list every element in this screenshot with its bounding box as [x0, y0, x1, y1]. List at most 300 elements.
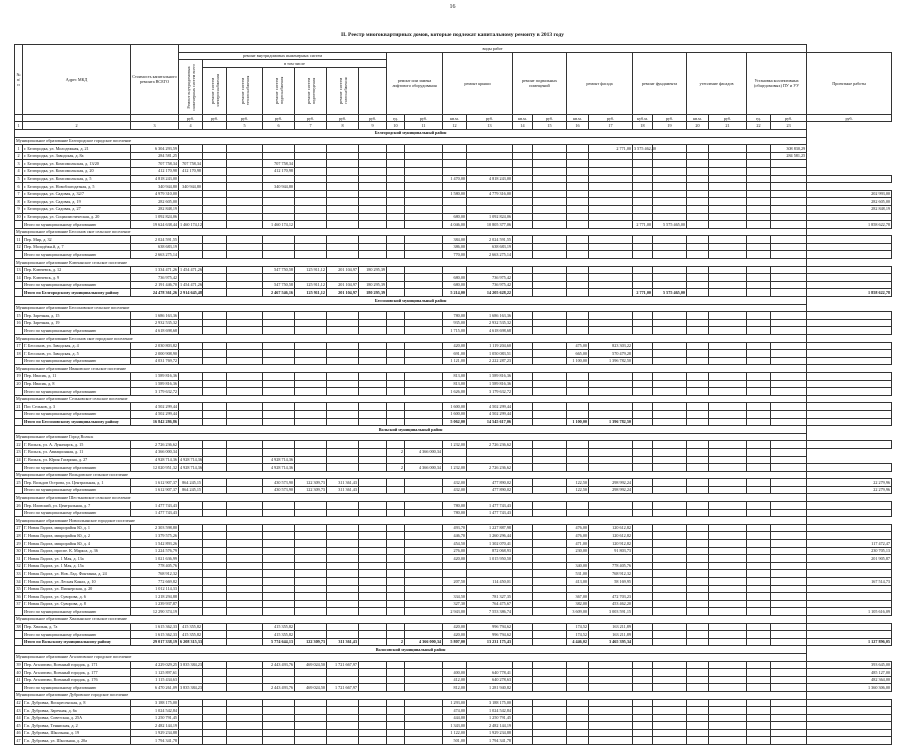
value-cell — [709, 175, 747, 183]
value-cell — [533, 699, 567, 707]
value-cell — [771, 631, 807, 639]
value-cell: 1 125 897,61 — [131, 669, 179, 677]
value-cell — [533, 266, 567, 274]
value-cell — [295, 274, 327, 282]
row-number — [15, 221, 23, 229]
value-cell — [533, 562, 567, 570]
value-cell — [203, 532, 227, 540]
value-cell — [633, 274, 653, 282]
value-cell — [227, 479, 263, 487]
value-cell — [227, 403, 263, 411]
municipality-row — [15, 433, 892, 441]
value-cell — [771, 221, 807, 229]
value-cell: 640 778,41 — [467, 669, 513, 677]
value-cell — [359, 167, 387, 175]
value-cell: 2 222 287,23 — [467, 357, 513, 365]
value-cell: 308 830,29 — [771, 145, 807, 153]
value-cell: 640 278,63 — [467, 676, 513, 684]
value-cell — [513, 585, 533, 593]
value-cell — [203, 578, 227, 586]
value-cell — [179, 737, 203, 745]
value-cell — [405, 205, 443, 213]
page-number: 16 — [449, 4, 456, 10]
value-cell — [359, 593, 387, 601]
value-cell — [653, 410, 687, 418]
value-cell — [203, 448, 227, 456]
value-cell — [567, 388, 589, 396]
value-cell: 3 179 632,72 — [467, 388, 513, 396]
value-cell — [203, 198, 227, 206]
value-cell — [653, 243, 687, 251]
value-cell: 3 188 175,00 — [131, 699, 179, 707]
value-cell — [467, 585, 513, 593]
value-cell — [203, 722, 227, 730]
row-number: 10 — [16, 214, 21, 219]
value-cell — [533, 684, 567, 692]
unit-cell: ед. — [387, 114, 405, 122]
value-cell — [633, 266, 653, 274]
address-cell: Пер. Вольдов Острова, ул. Центральная, д. 1 — [23, 479, 131, 487]
value-cell — [589, 190, 633, 198]
value-cell: 3 179 632,72 — [131, 388, 179, 396]
value-cell — [589, 213, 633, 221]
municipality-row — [15, 365, 892, 373]
address-cell: Итого по муниципальному образованию — [23, 251, 131, 259]
value-cell — [747, 342, 771, 350]
value-cell: 4 928 714,36 — [180, 457, 202, 462]
value-cell — [653, 274, 687, 282]
including-header: в том числе — [203, 60, 387, 68]
value-cell — [227, 243, 263, 251]
value-cell — [533, 676, 567, 684]
value-cell — [263, 190, 295, 198]
value-cell — [179, 213, 203, 221]
value-cell — [227, 570, 263, 578]
eng-total-header: Ремонт внутридомовых инженерных систем всего — [179, 60, 203, 115]
value-cell — [771, 418, 807, 426]
column-number-cell — [203, 122, 227, 130]
value-cell — [589, 327, 633, 335]
value-cell — [387, 699, 405, 707]
value-cell — [405, 266, 443, 274]
value-cell: 58 169,95 — [589, 578, 633, 586]
value-cell: 120 612,82 — [589, 532, 633, 540]
row-number: 3 — [15, 160, 23, 168]
value-cell — [227, 699, 263, 707]
value-cell: 768 912,32 — [131, 570, 179, 578]
value-cell — [443, 183, 467, 191]
value-cell — [359, 479, 387, 487]
value-cell — [203, 205, 227, 213]
value-cell — [513, 236, 533, 244]
municipality-title: Муниципальное образование Новоильинское городское поселение — [15, 517, 807, 525]
value-cell: 22 279,96 — [807, 479, 892, 487]
value-cell — [709, 418, 747, 426]
value-cell — [387, 205, 405, 213]
value-cell — [179, 175, 203, 183]
value-cell — [533, 524, 567, 532]
value-cell — [387, 190, 405, 198]
municipality-row — [15, 691, 892, 699]
value-cell: 1 600,00 — [443, 403, 467, 411]
value-cell — [263, 532, 295, 540]
eng-sub-header: ремонт систем теплоснабжения — [227, 67, 263, 114]
value-cell — [633, 486, 653, 494]
value-cell — [513, 175, 533, 183]
value-cell — [203, 380, 227, 388]
address-cell: Г.п. Дубровка, Теннисная, д. 2 — [23, 722, 131, 730]
table-row — [15, 661, 892, 669]
value-cell — [405, 661, 443, 669]
value-cell: 432,00 — [443, 486, 467, 494]
value-cell — [327, 502, 359, 510]
value-cell — [387, 608, 405, 616]
column-number-cell: 19 — [653, 122, 687, 130]
value-cell — [387, 281, 405, 289]
table-row — [15, 441, 892, 449]
value-cell — [771, 289, 807, 297]
value-cell — [387, 547, 405, 555]
value-cell — [709, 274, 747, 282]
value-cell — [771, 319, 807, 327]
value-cell: 1 615 362,33 — [131, 623, 179, 631]
value-cell: 14 205 628,22 — [467, 289, 513, 297]
table-row — [15, 623, 892, 631]
value-cell — [359, 570, 387, 578]
row-number — [15, 631, 23, 639]
value-cell — [513, 388, 533, 396]
value-cell — [687, 372, 709, 380]
value-cell — [327, 532, 359, 540]
value-cell — [709, 464, 747, 472]
value-cell — [653, 388, 687, 396]
value-cell — [589, 205, 633, 213]
value-cell — [747, 274, 771, 282]
value-cell — [709, 486, 747, 494]
value-cell — [771, 676, 807, 684]
value-cell — [513, 342, 533, 350]
value-cell — [747, 570, 771, 578]
value-cell — [179, 585, 203, 593]
value-cell — [179, 380, 203, 388]
value-cell — [203, 388, 227, 396]
value-cell — [747, 388, 771, 396]
value-cell — [179, 593, 203, 601]
value-cell — [687, 175, 709, 183]
value-cell: 430 573,90 — [263, 486, 295, 494]
address-cell: Г. Вольск, ул. А. Луначарск, д. 15 — [23, 441, 131, 449]
value-cell: 6 470 261,09 — [131, 684, 179, 692]
value-cell — [327, 729, 359, 737]
table-row — [15, 152, 892, 160]
table-row — [15, 540, 892, 548]
value-cell — [533, 410, 567, 418]
value-cell — [533, 608, 567, 616]
value-cell — [327, 342, 359, 350]
value-cell: 1 260 296,44 — [467, 532, 513, 540]
value-cell: 935,00 — [443, 319, 467, 327]
value-cell: 680,00 — [443, 213, 467, 221]
value-cell — [633, 464, 653, 472]
value-cell — [771, 464, 807, 472]
address-cell: Итого по Вольскому муниципальному району — [23, 638, 131, 646]
value-cell — [513, 403, 533, 411]
value-cell — [807, 175, 892, 183]
value-cell — [589, 585, 633, 593]
municipality-title: Муниципальное образование Вольдовское сельское поселение — [15, 471, 807, 479]
value-cell — [653, 357, 687, 365]
municipality-row — [15, 228, 892, 236]
row-number: 25 — [16, 479, 21, 485]
value-cell — [405, 578, 443, 586]
column-number-cell: 17 — [589, 122, 633, 130]
value-cell — [747, 578, 771, 586]
facade-header: ремонт фасада — [567, 52, 633, 114]
table-row — [15, 570, 892, 578]
value-cell — [567, 289, 589, 297]
value-cell — [589, 555, 633, 563]
value-cell — [589, 152, 633, 160]
address-cell: Пер. Агалатово, Военный городок, д. 176 — [23, 676, 131, 684]
value-cell: 2 482 144,19 — [131, 722, 179, 730]
value-cell — [687, 502, 709, 510]
value-cell: 282 848,19 — [807, 205, 892, 213]
value-cell: 3 465 395,34 — [589, 638, 633, 646]
value-cell: 3 575 462,30 — [634, 145, 656, 151]
value-cell — [263, 555, 295, 563]
value-cell — [747, 676, 771, 684]
value-cell — [467, 160, 513, 168]
value-cell — [179, 274, 203, 282]
municipality-row — [15, 395, 892, 403]
value-cell — [567, 327, 589, 335]
value-cell — [567, 266, 589, 274]
value-cell — [227, 281, 263, 289]
value-cell — [533, 190, 567, 198]
value-cell — [513, 464, 533, 472]
address-cell: г. Белгородка, ул. Молодежная, д. 21 — [23, 145, 131, 153]
value-cell — [179, 190, 203, 198]
value-cell — [771, 403, 807, 411]
row-number: 21 — [16, 403, 21, 409]
row-number: 34 — [16, 578, 21, 584]
value-cell — [179, 669, 203, 677]
value-cell — [747, 464, 771, 472]
value-cell — [687, 684, 709, 692]
value-cell — [567, 714, 589, 722]
value-cell: 5 774 644,13 — [263, 638, 295, 646]
value-cell — [405, 251, 443, 259]
row-number — [15, 410, 23, 418]
row-number: 24 — [16, 457, 21, 462]
value-cell — [747, 729, 771, 737]
value-cell — [227, 502, 263, 510]
value-cell — [513, 722, 533, 730]
table-row — [15, 236, 892, 244]
value-cell — [227, 547, 263, 555]
value-cell — [533, 540, 567, 548]
value-cell — [405, 585, 443, 593]
value-cell: 772 669,82 — [131, 578, 179, 586]
value-cell: 813,00 — [443, 380, 467, 388]
value-cell — [533, 198, 567, 206]
value-cell — [747, 486, 771, 494]
value-cell — [771, 342, 807, 350]
value-cell: 736 975,42 — [467, 281, 513, 289]
value-cell: 340 944,80 — [263, 183, 295, 191]
value-cell — [387, 585, 405, 593]
value-cell — [203, 175, 227, 183]
value-cell — [295, 410, 327, 418]
district-title: Белгородский муниципальный район — [15, 129, 807, 137]
value-cell — [747, 562, 771, 570]
value-cell — [513, 669, 533, 677]
value-cell: 707 758,34 — [131, 160, 179, 168]
value-cell — [771, 593, 807, 601]
value-cell — [807, 562, 892, 570]
value-cell — [387, 213, 405, 221]
value-cell — [747, 190, 771, 198]
value-cell — [387, 243, 405, 251]
value-cell — [807, 509, 892, 517]
value-cell — [709, 167, 747, 175]
value-cell: 415 355,82 — [179, 631, 203, 639]
value-cell — [589, 707, 633, 715]
value-cell — [653, 502, 687, 510]
value-cell — [443, 167, 467, 175]
municipality-title: Муниципальное образование Сельковское сельское поселение — [15, 395, 807, 403]
value-cell — [771, 448, 807, 456]
value-cell — [747, 319, 771, 327]
table-row — [15, 167, 892, 175]
value-cell — [295, 524, 327, 532]
value-cell — [533, 319, 567, 327]
value-cell — [567, 448, 589, 456]
value-cell — [405, 456, 443, 464]
value-cell — [747, 722, 771, 730]
value-cell — [513, 524, 533, 532]
value-cell: 768 912,32 — [589, 570, 633, 578]
value-cell — [533, 167, 567, 175]
address-cell: г. Белгородка, ул. Новоблагодатная, д. 5 — [23, 183, 131, 191]
value-cell — [533, 479, 567, 487]
value-cell: 764 475,67 — [467, 600, 513, 608]
total-row — [15, 464, 892, 472]
value-cell — [747, 281, 771, 289]
value-cell: 4 779 316,00 — [467, 190, 513, 198]
address-cell: Итого по муниципальному образованию — [23, 464, 131, 472]
value-cell — [653, 281, 687, 289]
value-cell — [295, 600, 327, 608]
total-row — [15, 638, 892, 646]
value-cell: 1 929 234,88 — [131, 729, 179, 737]
value-cell: 570 479,28 — [589, 350, 633, 358]
value-cell — [709, 608, 747, 616]
value-cell — [653, 669, 687, 677]
unit-cell: руб. — [263, 114, 295, 122]
value-cell — [633, 737, 653, 745]
col-cost-header: Стоимость капитального ремонта ВСЕГО — [131, 45, 179, 115]
value-cell: 16 842 286,86 — [131, 418, 179, 426]
value-cell — [327, 676, 359, 684]
value-cell — [533, 661, 567, 669]
value-cell — [709, 699, 747, 707]
value-cell — [633, 699, 653, 707]
value-cell — [807, 729, 892, 737]
value-cell — [179, 145, 203, 153]
value-cell — [387, 198, 405, 206]
value-cell — [687, 699, 709, 707]
value-cell: 201 905,87 — [807, 555, 892, 563]
value-cell — [633, 175, 653, 183]
address-cell: Г.п. Дубровка, Заречная, д. 6а — [23, 707, 131, 715]
value-cell: 122 309,73 — [295, 486, 327, 494]
value-cell — [263, 175, 295, 183]
table-row — [15, 669, 892, 677]
address-cell: Пос Сельков, д. 3 — [23, 403, 131, 411]
value-cell — [771, 638, 807, 646]
value-cell — [179, 729, 203, 737]
value-cell — [747, 714, 771, 722]
row-number — [15, 327, 23, 335]
value-cell — [263, 547, 295, 555]
total-row — [15, 509, 892, 517]
value-cell — [179, 676, 203, 684]
value-cell: 2 771,00 — [589, 145, 633, 153]
value-cell — [203, 221, 227, 229]
value-cell — [653, 418, 687, 426]
value-cell — [227, 608, 263, 616]
column-number-cell: 2 — [23, 122, 131, 130]
total-row — [15, 251, 892, 259]
value-cell — [327, 562, 359, 570]
value-cell — [327, 722, 359, 730]
value-cell: 384,00 — [443, 236, 467, 244]
table-row — [15, 737, 892, 745]
value-cell — [633, 183, 653, 191]
value-cell — [387, 707, 405, 715]
value-cell: 4 979 310,00 — [131, 190, 179, 198]
value-cell — [513, 274, 533, 282]
value-cell — [443, 448, 467, 456]
value-cell: 770,00 — [443, 251, 467, 259]
value-cell — [747, 183, 771, 191]
value-cell: 340 944,80 — [179, 183, 203, 191]
unit-cell: руб. — [807, 114, 892, 122]
value-cell — [747, 198, 771, 206]
value-cell — [633, 562, 653, 570]
value-cell — [633, 729, 653, 737]
value-cell — [709, 524, 747, 532]
value-cell — [443, 661, 467, 669]
value-cell — [589, 266, 633, 274]
value-cell — [687, 205, 709, 213]
municipality-title: Муниципальное образование Ивановское сельское поселение — [15, 365, 807, 373]
value-cell — [589, 175, 633, 183]
value-cell — [771, 585, 807, 593]
table-row — [15, 350, 892, 358]
table-row — [15, 707, 892, 715]
value-cell — [687, 623, 709, 631]
value-cell: 2 — [387, 638, 405, 646]
value-cell: 4 229 029,25 — [131, 661, 179, 669]
value-cell — [387, 600, 405, 608]
value-cell: 91 803,73 — [589, 547, 633, 555]
value-cell — [747, 540, 771, 548]
value-cell — [387, 266, 405, 274]
value-cell — [203, 319, 227, 327]
value-cell — [295, 183, 327, 191]
